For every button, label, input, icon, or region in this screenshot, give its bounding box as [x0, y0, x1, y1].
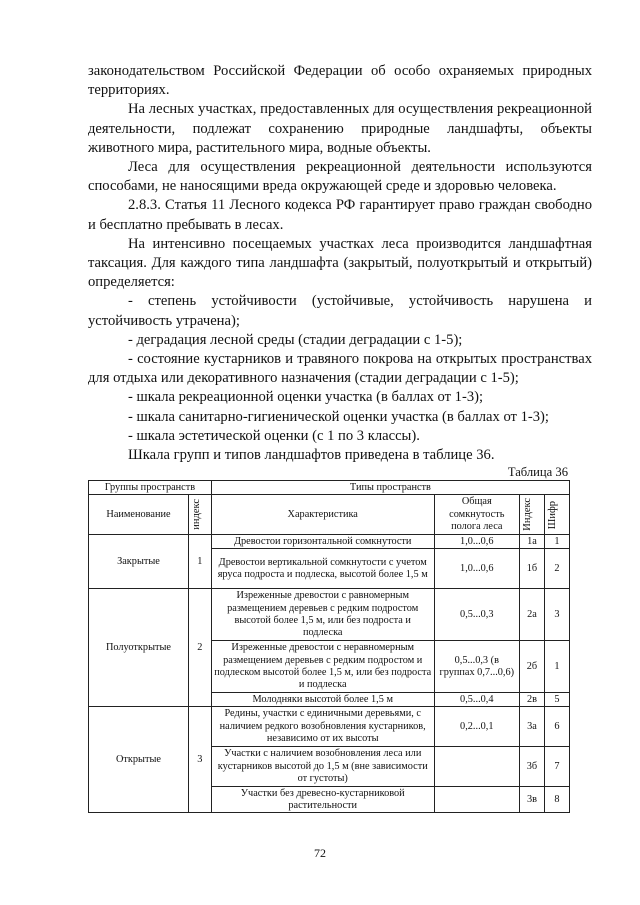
table-caption: Таблица 36 [507, 465, 568, 480]
group-index: 3 [188, 707, 211, 813]
row-density [434, 787, 519, 813]
row-idx: 1а [519, 535, 544, 549]
row-char: Древостои горизонтальной сомкнутости [211, 535, 434, 549]
row-idx: 3б [519, 747, 544, 787]
row-density: 0,5...0,4 [434, 693, 519, 707]
col-index-header: индекс [190, 499, 202, 531]
page-number: 72 [314, 846, 326, 860]
col-index2-header: Индекс [521, 498, 533, 532]
bullet-item: - степень устойчивости (устойчивые, устойчивость нарушена и устойчивость утрачена); [88, 293, 592, 329]
bullet-item: - шкала рекреационной оценки участка (в баллах от 1-3); [128, 389, 484, 406]
row-density: 1,0...0,6 [434, 535, 519, 549]
group-index: 2 [188, 589, 211, 707]
row-char: Редины, участки с единичными деревьями, с наличием редкого возобновления кустарников, независимо от их высоты [211, 707, 434, 747]
row-code: 1 [544, 641, 569, 693]
row-char: Древостои вертикальной сомкнутости с учетом яруса подроста и подлеска, высотой более 1,5 м [211, 549, 434, 589]
col-name-header: Наименование [89, 495, 189, 535]
row-idx: 3а [519, 707, 544, 747]
row-code: 7 [544, 747, 569, 787]
paragraph: 2.8.3. Статья 11 Лесного кодекса РФ гарантирует право граждан свободно и бесплатно пребывать в лесах. [88, 197, 592, 233]
group-name: Полуоткрытые [89, 589, 189, 707]
row-char: Участки без древесно-кустарниковой растительности [211, 787, 434, 813]
row-char: Изреженные древостои с неравномерным размещением деревьев с редким подростом и подлеском высотой более 1,5 м, или без подроста и подлеска [211, 641, 434, 693]
row-idx: 2а [519, 589, 544, 641]
col-code-header: Шифр [546, 500, 558, 529]
row-idx: 1б [519, 549, 544, 589]
row-code: 3 [544, 589, 569, 641]
row-code: 2 [544, 549, 569, 589]
row-code: 5 [544, 693, 569, 707]
table-intro: Шкала групп и типов ландшафтов приведена в таблице 36. [128, 447, 495, 464]
group-name: Открытые [89, 707, 189, 813]
paragraph: законодательством Российской Федерации об особо охраняемых природных территориях. [88, 63, 592, 99]
row-idx: 2в [519, 693, 544, 707]
bullet-item: - деградация лесной среды (стадии деградации с 1-5); [128, 331, 463, 348]
row-code: 1 [544, 535, 569, 549]
group-index: 1 [188, 535, 211, 589]
col-density-header: Общая сомкнутость полога леса [434, 495, 519, 535]
row-density: 0,5...0,3 (в группах 0,7...0,6) [434, 641, 519, 693]
bullet-item: - состояние кустарников и травяного покрова на открытых пространствах для отдыха или декоративного назначения (стадии деградации с 1-5); [88, 351, 592, 387]
bullet-item: - шкала санитарно-гигиенической оценки участка (в баллах от 1-3); [128, 408, 549, 425]
header-types: Типы пространств [211, 481, 569, 495]
row-code: 6 [544, 707, 569, 747]
row-density: 0,5...0,3 [434, 589, 519, 641]
paragraph: Леса для осуществления рекреационной деятельности используются способами, не наносящими вреда окружающей среде и здоровью человека. [88, 159, 592, 195]
row-char: Молодняки высотой более 1,5 м [211, 693, 434, 707]
row-idx: 2б [519, 641, 544, 693]
row-char: Участки с наличием возобновления леса или кустарников высотой до 1,5 м (вне зависимости от густоты) [211, 747, 434, 787]
bullet-item: - шкала эстетической оценки (с 1 по 3 классы). [128, 427, 420, 444]
row-idx: 3в [519, 787, 544, 813]
row-code: 8 [544, 787, 569, 813]
group-name: Закрытые [89, 535, 189, 589]
landscape-table [88, 480, 570, 813]
col-char-header: Характеристика [211, 495, 434, 535]
paragraph: На интенсивно посещаемых участках леса производится ландшафтная таксация. Для каждого типа ландшафта (закрытый, полуоткрытый и открытый) определяется: [88, 235, 592, 291]
row-density [434, 747, 519, 787]
row-char: Изреженные древостои с равномерным размещением деревьев с редким подростом высотой более 1,5 м, или без подроста и подлеска [211, 589, 434, 641]
row-density: 0,2...0,1 [434, 707, 519, 747]
row-density: 1,0...0,6 [434, 549, 519, 589]
paragraph: На лесных участках, предоставленных для осуществления рекреационной деятельности, подлежат сохранению природные ландшафты, объекты животного мира, растительного мира, водные объекты. [88, 101, 592, 156]
document-page [88, 62, 592, 813]
header-group: Группы пространств [89, 481, 212, 495]
